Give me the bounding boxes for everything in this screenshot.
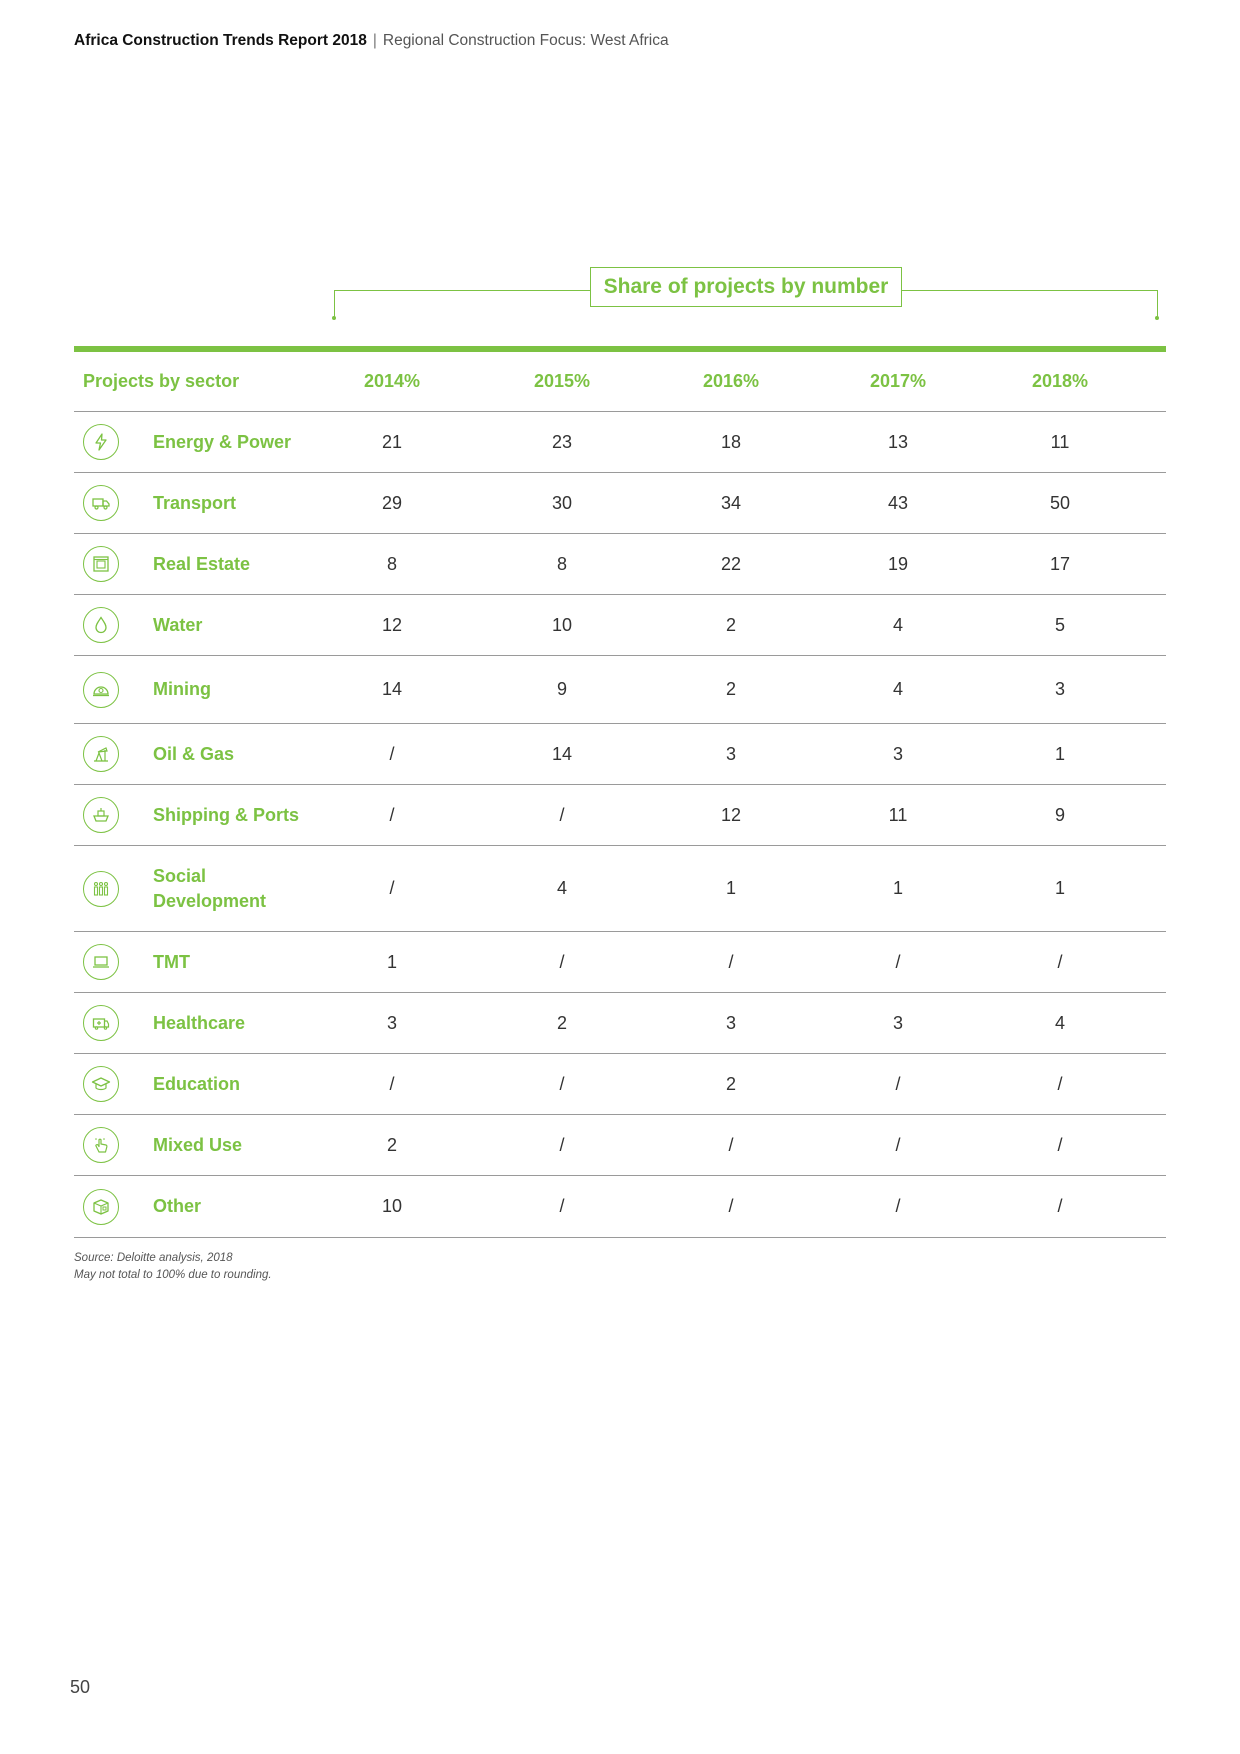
value-2017: 13 [887, 431, 909, 452]
value-2017: 4 [892, 679, 903, 699]
table-row [74, 724, 1166, 785]
value-2016: 12 [720, 804, 742, 825]
graduation-cap-icon [83, 1066, 119, 1102]
table-row [74, 1054, 1166, 1115]
value-2016: 22 [720, 553, 742, 574]
bracket-left-line [334, 290, 590, 291]
table-row [74, 1176, 1166, 1238]
value-2014: / [389, 1073, 395, 1094]
value-2015: 14 [551, 743, 573, 764]
value-2014: 8 [386, 553, 397, 574]
table-row [74, 534, 1166, 595]
table-row [74, 1115, 1166, 1176]
table-row [74, 412, 1166, 473]
sector-name: Energy & Power [153, 431, 292, 452]
bracket-right-tick [1157, 290, 1158, 318]
value-2018: / [1057, 1073, 1063, 1094]
value-2015: 9 [556, 679, 567, 699]
sector-name: Social Development [153, 865, 267, 911]
lightning-icon [83, 424, 119, 460]
rounding-note: May not total to 100% due to rounding. [74, 1269, 272, 1281]
value-2017: / [895, 1196, 901, 1216]
bracket-left-tick [334, 290, 335, 318]
oil-pump-icon [83, 736, 119, 772]
table-row [74, 993, 1166, 1054]
sector-name: Mixed Use [153, 1134, 243, 1155]
value-2017: / [895, 951, 901, 972]
value-2016: / [728, 1134, 734, 1155]
box-icon [83, 1189, 119, 1225]
value-2017: 3 [892, 1012, 903, 1033]
value-2015: 2 [556, 1012, 567, 1033]
sector-table [74, 346, 1166, 1238]
value-2018: 5 [1054, 614, 1065, 635]
truck-icon [83, 485, 119, 521]
value-2014: / [389, 878, 395, 898]
laptop-icon [83, 944, 119, 980]
sector-name: Other [153, 1196, 202, 1216]
value-2017: 1 [892, 878, 903, 898]
value-2016: 3 [725, 1012, 736, 1033]
value-2015: / [559, 951, 565, 972]
value-2017: / [895, 1073, 901, 1094]
ambulance-icon [83, 1005, 119, 1041]
value-2018: 50 [1049, 492, 1071, 513]
value-2018: 9 [1054, 804, 1065, 825]
value-2014: 29 [381, 492, 403, 513]
sector-name: Education [153, 1073, 241, 1094]
value-2016: 1 [725, 878, 736, 898]
value-2015: 8 [556, 553, 567, 574]
value-2015: 10 [551, 614, 573, 635]
value-2016: 2 [725, 614, 736, 635]
value-2017: 43 [887, 492, 909, 513]
value-2016: / [728, 951, 734, 972]
sector-name: Oil & Gas [153, 743, 235, 764]
hand-icon [83, 1127, 119, 1163]
value-2018: 11 [1050, 431, 1070, 452]
value-2018: 3 [1054, 679, 1065, 699]
value-2015: / [559, 1134, 565, 1155]
value-2018: 4 [1054, 1012, 1065, 1033]
table-row [74, 932, 1166, 993]
value-2017: 19 [887, 553, 909, 574]
sector-name: Transport [153, 492, 237, 513]
table-row [74, 595, 1166, 656]
table-row [74, 785, 1166, 846]
value-2014: 14 [381, 679, 403, 699]
value-2014: 12 [381, 614, 403, 635]
value-2016: 2 [725, 1073, 736, 1094]
header-separator: | [372, 32, 377, 49]
value-2016: / [728, 1196, 734, 1216]
page-number: 50 [70, 1677, 91, 1697]
value-2014: 3 [386, 1012, 397, 1033]
column-header-2015: 2015% [533, 371, 591, 391]
source-note: Source: Deloitte analysis, 2018 [74, 1252, 233, 1264]
table-title: Share of projects by number [590, 267, 902, 307]
value-2014: 2 [386, 1134, 397, 1155]
value-2015: / [559, 1196, 565, 1216]
value-2014: / [389, 804, 395, 825]
value-2015: 4 [556, 878, 567, 898]
sector-name: Healthcare [153, 1012, 246, 1033]
sector-name: Water [153, 614, 203, 635]
section-title: Regional Construction Focus: West Africa [382, 32, 669, 49]
value-2016: 3 [725, 743, 736, 764]
value-2017: / [895, 1134, 901, 1155]
report-title: Africa Construction Trends Report 2018 [74, 32, 367, 49]
bracket-left-dot [332, 316, 336, 320]
water-drop-icon [83, 607, 119, 643]
value-2014: 1 [386, 951, 397, 972]
hard-hat-icon [83, 672, 119, 708]
bracket-right-line [902, 290, 1158, 291]
value-2018: / [1057, 951, 1063, 972]
value-2015: 30 [551, 492, 573, 513]
value-2015: / [559, 1073, 565, 1094]
value-2018: / [1057, 1134, 1063, 1155]
value-2014: / [389, 743, 395, 764]
value-2016: 34 [720, 492, 742, 513]
column-header-2014: 2014% [363, 371, 421, 391]
page-header [74, 32, 669, 50]
people-icon [83, 871, 119, 907]
building-icon [83, 546, 119, 582]
footnote [74, 1250, 272, 1284]
value-2015: 23 [551, 431, 573, 452]
table-header-row [74, 352, 1166, 412]
value-2016: 18 [720, 431, 742, 452]
value-2018: 1 [1054, 878, 1065, 898]
column-header-sector: Projects by sector [83, 371, 240, 391]
value-2017: 4 [892, 614, 903, 635]
value-2017: 11 [888, 804, 908, 825]
value-2018: 17 [1049, 553, 1071, 574]
value-2016: 2 [725, 679, 736, 699]
ship-icon [83, 797, 119, 833]
value-2018: 1 [1054, 743, 1065, 764]
sector-name: Mining [153, 679, 211, 699]
value-2014: 21 [381, 431, 403, 452]
value-2015: / [559, 804, 565, 825]
table-row [74, 473, 1166, 534]
sector-name: Shipping & Ports [153, 804, 299, 825]
sector-name: Real Estate [153, 553, 251, 574]
bracket-right-dot [1155, 316, 1159, 320]
column-header-2018: 2018% [1031, 371, 1089, 391]
value-2017: 3 [892, 743, 903, 764]
value-2018: / [1057, 1196, 1063, 1216]
value-2014: 10 [381, 1196, 403, 1216]
column-header-2016: 2016% [702, 371, 760, 391]
table-row [74, 846, 1166, 932]
column-header-2017: 2017% [869, 371, 927, 391]
table-row [74, 656, 1166, 724]
sector-name: TMT [153, 951, 190, 972]
